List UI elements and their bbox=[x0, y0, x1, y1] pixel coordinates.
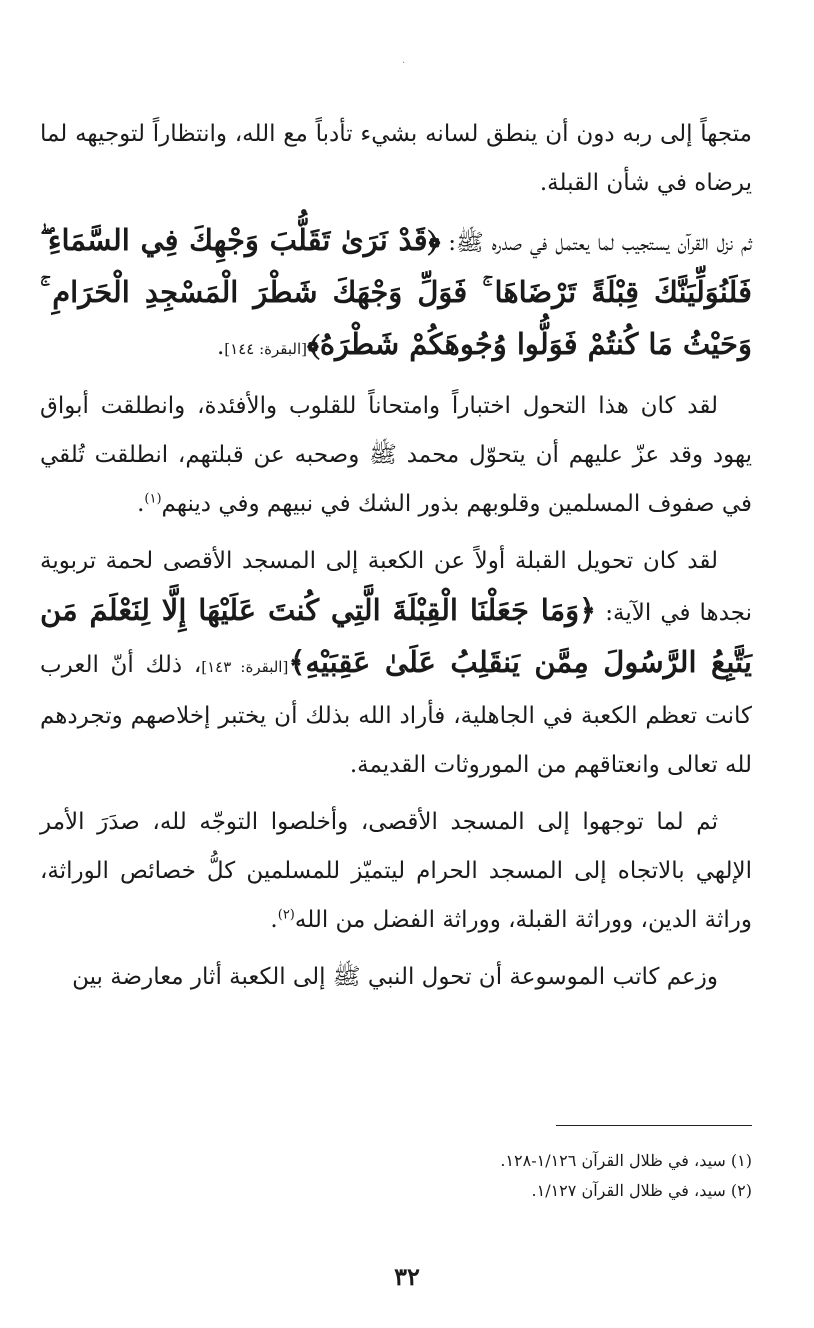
body-text: ثم لما توجهوا إلى المسجد الأقصى، وأخلصوا التوجّه لله، صدَرَ الأمر الإلهي بالاتجاه إلى المسجد الحرام ليتميّز للمسلمين كلُّ خصائص الوراثة، وراثة الدين، ووراثة القبلة، ووراثة الفضل من الله bbox=[40, 809, 752, 933]
footnote-marker: (٢) bbox=[277, 907, 295, 923]
footnote-1: (١) سيد، في ظلال القرآن ١/١٢٦-١٢٨. bbox=[500, 1151, 752, 1170]
footnote-marker: (١) bbox=[144, 491, 162, 507]
footnote-2: (٢) سيد، في ظلال القرآن ١/١٢٧. bbox=[531, 1181, 752, 1200]
paragraph bbox=[40, 953, 752, 1002]
body-text: وزعم كاتب الموسوعة أن تحول النبي ﷺ إلى الكعبة أثار معارضة بين bbox=[72, 964, 718, 990]
quran-verse: ﴿وَمَا جَعَلْنَا الْقِبْلَةَ الَّتِي كُنتَ عَلَيْهَا إِلَّا لِنَعْلَمَ مَن يَتَّبِعُ الرَّسُولَ مِمَّن يَنقَلِبُ عَلَىٰ عَقِبَيْهِ﴾ bbox=[40, 593, 752, 679]
body-text: . bbox=[137, 491, 145, 517]
main-text bbox=[40, 110, 752, 1010]
body-text: . bbox=[270, 907, 278, 933]
paragraph bbox=[40, 798, 752, 945]
paragraph bbox=[40, 537, 752, 790]
paragraph bbox=[40, 110, 752, 208]
footnote-divider bbox=[556, 1125, 752, 1126]
verse-reference: [البقرة: ١٤٤] bbox=[224, 340, 307, 358]
body-text: متجهاً إلى ربه دون أن ينطق لسانه بشيء تأدباً مع الله، وانتظاراً لتوجيهه لما يرضاه في شأن القبلة. bbox=[40, 121, 752, 196]
body-text: . bbox=[216, 334, 225, 360]
paragraph bbox=[40, 216, 752, 374]
page-number: ٣٢ bbox=[394, 1262, 420, 1291]
body-text: لقد كان تحويل القبلة أولاً عن الكعبة إلى المسجد الأقصى لحمة تربوية نجدها في الآية: bbox=[40, 548, 753, 626]
verse-reference: [البقرة: ١٤٣] bbox=[201, 658, 289, 676]
body-text: ، ذلك أنّ العرب كانت تعظم الكعبة في الجاهلية، فأراد الله بذلك أن يختبر إخلاصهم وتجردهم لله تعالى وانعتاقهم من الموروثات القديمة. bbox=[40, 652, 752, 778]
quran-verse: ﴿قَدْ نَرَىٰ تَقَلُّبَ وَجْهِكَ فِي السَّمَاءِ ۖ فَلَنُوَلِّيَنَّكَ قِبْلَةً تَرْضَاهَا ۚ فَوَلِّ وَجْهَكَ شَطْرَ الْمَسْجِدِ الْحَرَامِ ۚ وَحَيْثُ مَا كُنتُمْ فَوَلُّوا وُجُوهَكُمْ شَطْرَهُ﴾ bbox=[40, 223, 752, 361]
scan-mark: · bbox=[402, 58, 406, 69]
paragraph bbox=[40, 382, 752, 529]
footnotes bbox=[152, 1146, 752, 1206]
body-text: لقد كان هذا التحول اختباراً وامتحاناً للقلوب والأفئدة، وانطلقت أبواق يهود وقد عزّ عليهم أن يتحوّل محمد ﷺ وصحبه عن قبلتهم، انطلقت تُلقي في صفوف المسلمين وقلوبهم بذور الشك في نبيهم وفي دينهم bbox=[40, 393, 752, 517]
body-text: ثم نزل القرآن يستجيب لما يعتمل في صدره ﷺ: bbox=[440, 230, 752, 256]
